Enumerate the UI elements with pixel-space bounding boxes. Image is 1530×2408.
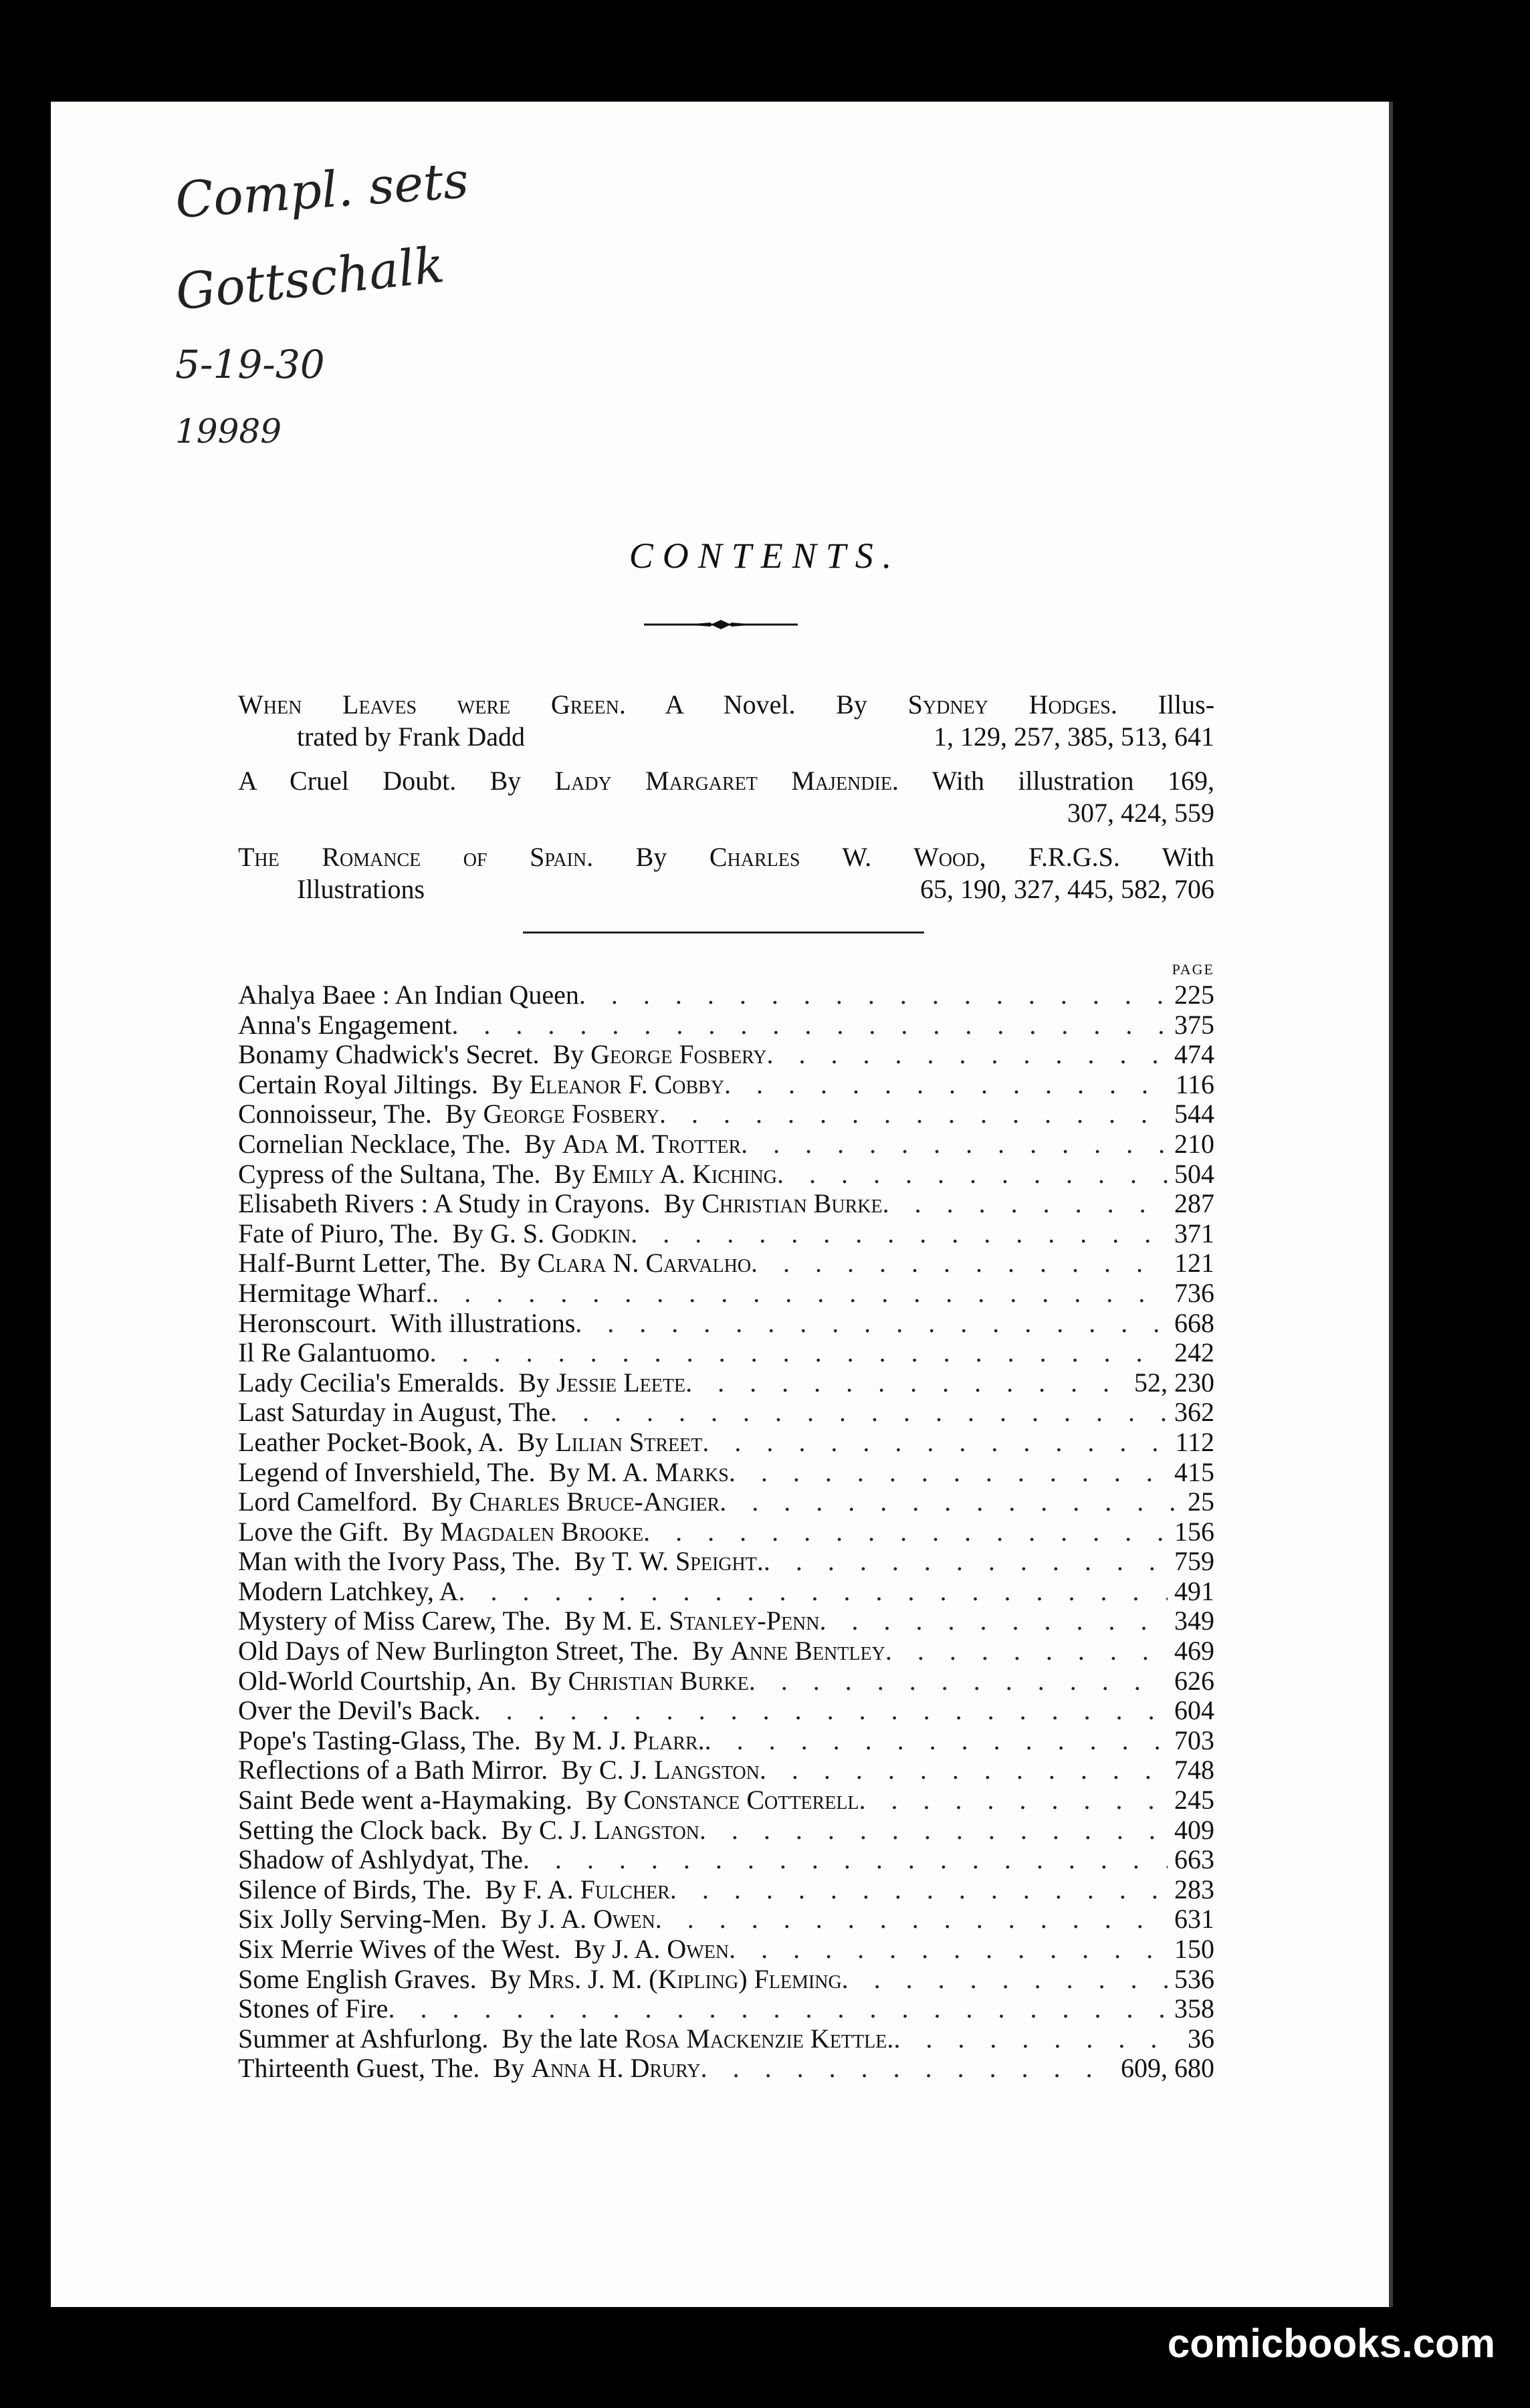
toc-leader-dots (724, 1070, 1168, 1100)
toc-row (238, 1785, 1214, 1816)
toc-row (238, 1666, 1214, 1696)
toc-page: 362 (1174, 1397, 1214, 1428)
handwritten-annotation (175, 147, 469, 475)
toc-row (238, 1904, 1214, 1935)
toc-row (238, 980, 1214, 1010)
toc-author: M. J. Plarr. (572, 1725, 705, 1755)
toc-author: Clara N. Carvalho (537, 1248, 752, 1279)
toc-author: Ada M. Trotter (562, 1128, 742, 1159)
serial-entry (238, 689, 1214, 753)
toc-row (238, 1309, 1214, 1339)
toc-row (238, 1129, 1214, 1160)
toc-page: 36 (1188, 2023, 1214, 2054)
toc-title: Fate of Piuro, The. By (238, 1218, 491, 1248)
toc-page: 409 (1174, 1814, 1214, 1845)
toc-leader-dots (670, 1875, 1168, 1905)
toc-author: George Fosbery (590, 1039, 767, 1070)
toc-title: Cornelian Necklace, The. By (238, 1128, 562, 1159)
toc-page: 703 (1174, 1725, 1214, 1755)
watermark: comicbooks.com (1167, 2321, 1495, 2366)
toc-title: Man with the Ivory Pass, The. By (238, 1546, 613, 1577)
toc-leader-dots (659, 1099, 1168, 1129)
toc-leader-dots (883, 1189, 1168, 1219)
toc-title: Summer at Ashfurlong. By the late (238, 2023, 625, 2054)
toc-title: Setting the Clock back. By (238, 1814, 539, 1845)
toc-page: 626 (1174, 1665, 1214, 1696)
toc-leader-dots (523, 1845, 1168, 1875)
serial-entry (238, 765, 1214, 829)
toc-page: 736 (1174, 1277, 1214, 1308)
toc-leader-dots (720, 1487, 1181, 1517)
toc-title: Modern Latchkey, A (238, 1575, 459, 1606)
toc-leader-dots (760, 1755, 1168, 1785)
toc-leader-dots (751, 1248, 1168, 1279)
annotation-line-1: Compl. sets (173, 151, 471, 230)
toc-row (238, 1547, 1214, 1577)
toc-leader-dots (842, 1965, 1168, 1995)
toc-leader-dots (432, 1279, 1168, 1309)
toc-author: Eleanor F. Cobby (529, 1069, 725, 1099)
toc-page: 415 (1174, 1456, 1214, 1487)
serial-desc: A Novel. By (665, 689, 867, 720)
toc-leader-dots (575, 1309, 1168, 1339)
serial-rest: With illustration 169, (932, 766, 1214, 796)
toc-page: 225 (1174, 980, 1214, 1010)
toc-page: 349 (1174, 1606, 1214, 1636)
toc-leader-dots (655, 1904, 1168, 1935)
toc-row (238, 1935, 1214, 1965)
toc-page: 631 (1174, 1904, 1214, 1935)
serial-title: A Cruel Doubt. (238, 766, 457, 796)
toc-title: Leather Pocket-Book, A. By (238, 1426, 556, 1457)
toc-title: Hermitage Wharf. (238, 1277, 433, 1308)
toc-author: M. A. Marks (586, 1456, 729, 1487)
serial-title: The Romance of Spain. (238, 842, 594, 872)
toc-title: Over the Devil's Back (238, 1695, 474, 1726)
toc-row (238, 1010, 1214, 1041)
toc-row (238, 1248, 1214, 1279)
toc-title: Pope's Tasting-Glass, The. By (238, 1725, 572, 1755)
toc-author: Lilian Street (555, 1426, 703, 1457)
toc-title: Six Merrie Wives of the West. By (238, 1934, 613, 1964)
serial-pages: 1, 129, 257, 385, 513, 641 (934, 722, 1214, 752)
toc-row (238, 1636, 1214, 1666)
toc-row (238, 1338, 1214, 1368)
page-title: CONTENTS. (629, 536, 901, 576)
toc-leader-dots (705, 1726, 1168, 1756)
toc-leader-dots (729, 1458, 1168, 1488)
toc-row (238, 1099, 1214, 1129)
toc-title: Stones of Fire (238, 1993, 389, 2024)
toc-row (238, 1279, 1214, 1309)
annotation-line-2: Gottschalk (173, 236, 447, 322)
toc-leader-dots (474, 1696, 1168, 1726)
toc-row (238, 1577, 1214, 1607)
annotation-line-4: 19989 (175, 412, 282, 451)
serials-section (238, 689, 1214, 917)
toc-title: Connoisseur, The. By (238, 1099, 483, 1129)
toc-author: Anne Bentley (730, 1636, 885, 1666)
toc-row (238, 1428, 1214, 1458)
toc-author: Charles Bruce-Angier (469, 1487, 720, 1517)
serial-entry (238, 841, 1214, 905)
toc-leader-dots (459, 1577, 1168, 1607)
toc-author: Rosa Mackenzie Kettle. (624, 2023, 894, 2054)
toc-row (238, 2054, 1214, 2084)
toc-row (238, 1816, 1214, 1846)
toc-leader-dots (885, 1636, 1168, 1666)
toc-leader-dots (741, 1129, 1168, 1160)
toc-title: Lord Camelford. By (238, 1487, 469, 1517)
toc-leader-dots (749, 1666, 1168, 1696)
toc-author: Mrs. J. M. (Kipling) Fleming (528, 1963, 842, 1994)
toc-page: 245 (1174, 1785, 1214, 1816)
toc-page: 156 (1174, 1516, 1214, 1547)
toc-row (238, 1965, 1214, 1995)
toc-page: 371 (1174, 1218, 1214, 1248)
toc-page: 358 (1174, 1993, 1214, 2024)
toc-author: T. W. Speight. (612, 1546, 764, 1577)
toc-leader-dots (550, 1398, 1168, 1428)
toc-title: Legend of Invershield, The. By (238, 1456, 587, 1487)
toc-page: 536 (1174, 1963, 1214, 1994)
toc-title: Half-Burnt Letter, The. By (238, 1248, 538, 1279)
toc-title: Elisabeth Rivers : A Study in Crayons. By (238, 1188, 702, 1219)
toc-page: 609, 680 (1121, 2053, 1214, 2084)
toc-title: Thirteenth Guest, The. By (238, 2053, 532, 2084)
toc-leader-dots (702, 1428, 1168, 1458)
serial-pages: 307, 424, 559 (1067, 798, 1214, 828)
toc-title: Some English Graves. By (238, 1963, 528, 1994)
toc-leader-dots (699, 1816, 1168, 1846)
toc-page: 544 (1174, 1099, 1214, 1129)
toc-author: Jessie Leete (556, 1367, 686, 1398)
toc-page: 121 (1174, 1248, 1214, 1279)
toc-leader-dots (579, 980, 1168, 1010)
toc-row (238, 1189, 1214, 1219)
toc-author: M. E. Stanley-Penn (602, 1606, 820, 1636)
toc-row (238, 1458, 1214, 1488)
toc-page: 668 (1174, 1307, 1214, 1338)
toc-page: 25 (1188, 1487, 1214, 1517)
toc-author: Christian Burke (568, 1665, 749, 1696)
toc-title: Old-World Courtship, An. By (238, 1665, 568, 1696)
toc-leader-dots (859, 1785, 1168, 1816)
toc-row (238, 1070, 1214, 1100)
toc-author: George Fosbery (483, 1099, 659, 1129)
toc-author: Magdalen Brooke (440, 1516, 644, 1547)
serial-title: When Leaves were Green. (238, 689, 626, 720)
toc-author: J. A. Owen (538, 1904, 655, 1935)
toc-leader-dots (388, 1994, 1168, 2024)
toc-leader-dots (643, 1517, 1168, 1547)
toc-leader-dots (729, 1935, 1168, 1965)
toc-title: Love the Gift. By (238, 1516, 441, 1547)
toc-row (238, 1398, 1214, 1428)
serial-rest: With (1162, 842, 1215, 872)
toc-author: F. A. Fulcher (522, 1874, 670, 1904)
page-column-label: PAGE (1172, 961, 1214, 978)
toc-leader-dots (430, 1338, 1168, 1368)
toc-title: Shadow of Ashlydyat, The (238, 1844, 523, 1875)
contents-list (238, 980, 1214, 2084)
toc-title: Certain Royal Jiltings. By (238, 1069, 530, 1099)
toc-title: Ahalya Baee : An Indian Queen (238, 980, 579, 1010)
toc-leader-dots (893, 2024, 1181, 2054)
toc-author: Anna H. Drury (531, 2053, 701, 2084)
toc-leader-dots (767, 1040, 1168, 1070)
toc-row (238, 1875, 1214, 1905)
toc-row (238, 1040, 1214, 1070)
serial-desc: By (635, 842, 667, 872)
toc-row (238, 1755, 1214, 1785)
serial-author: Sydney Hodges. (907, 689, 1117, 720)
toc-row (238, 1726, 1214, 1756)
ornament-divider (644, 617, 798, 633)
toc-author: Christian Burke (701, 1188, 883, 1219)
toc-row (238, 1517, 1214, 1547)
toc-page: 748 (1174, 1755, 1214, 1785)
toc-title: Silence of Birds, The. By (238, 1874, 523, 1904)
toc-row (238, 1845, 1214, 1875)
toc-title: Six Jolly Serving-Men. By (238, 1904, 538, 1935)
toc-author: G. S. Godkin (490, 1218, 631, 1248)
toc-row (238, 1368, 1214, 1398)
toc-author: C. J. Langston (538, 1814, 699, 1845)
serial-line2: trated by Frank Dadd (297, 722, 526, 752)
serial-rest: Illus- (1158, 689, 1215, 720)
toc-row (238, 2024, 1214, 2054)
toc-page: 375 (1174, 1009, 1214, 1040)
toc-row (238, 1487, 1214, 1517)
serial-line2: Illustrations (297, 874, 425, 904)
toc-title: Lady Cecilia's Emeralds. By (238, 1367, 556, 1398)
toc-row (238, 1219, 1214, 1249)
section-rule (523, 932, 924, 934)
toc-page: 474 (1174, 1039, 1214, 1070)
toc-row (238, 1606, 1214, 1636)
toc-leader-dots (777, 1160, 1168, 1190)
toc-page: 210 (1174, 1128, 1214, 1159)
toc-row (238, 1160, 1214, 1190)
serial-desc: By (489, 766, 522, 796)
toc-page: 242 (1174, 1337, 1214, 1368)
toc-leader-dots (631, 1219, 1168, 1249)
toc-title: Reflections of a Bath Mirror. By (238, 1755, 599, 1785)
toc-title: Bonamy Chadwick's Secret. By (238, 1039, 591, 1070)
toc-title: Saint Bede went a-Haymaking. By (238, 1785, 624, 1816)
toc-row (238, 1696, 1214, 1726)
toc-leader-dots (451, 1010, 1168, 1041)
toc-row (238, 1994, 1214, 2024)
toc-leader-dots (685, 1368, 1127, 1398)
toc-author: Constance Cotterell (623, 1785, 859, 1816)
toc-leader-dots (820, 1606, 1168, 1636)
toc-page: 150 (1174, 1934, 1214, 1964)
toc-page: 287 (1174, 1188, 1214, 1219)
toc-page: 759 (1174, 1546, 1214, 1577)
toc-title: Anna's Engagement (238, 1009, 452, 1040)
toc-title: Last Saturday in August, The (238, 1397, 550, 1428)
toc-title: Il Re Galantuomo (238, 1337, 430, 1368)
toc-page: 112 (1175, 1426, 1214, 1457)
annotation-line-3: 5-19-30 (175, 342, 325, 387)
toc-title: Old Days of New Burlington Street, The. By (238, 1636, 730, 1666)
toc-leader-dots (701, 2054, 1114, 2084)
toc-page: 116 (1175, 1069, 1214, 1099)
toc-page: 52, 230 (1134, 1367, 1214, 1398)
toc-author: C. J. Langston (598, 1755, 760, 1785)
toc-page: 504 (1174, 1158, 1214, 1189)
serial-author: Lady Margaret Majendie. (554, 766, 899, 796)
serial-author: Charles W. Wood, F.R.G.S. (709, 842, 1120, 872)
toc-author: Emily A. Kiching (592, 1158, 777, 1189)
serial-pages: 65, 190, 327, 445, 582, 706 (920, 874, 1214, 904)
toc-author: J. A. Owen (612, 1934, 730, 1964)
toc-page: 469 (1174, 1636, 1214, 1666)
toc-page: 283 (1174, 1874, 1214, 1904)
toc-page: 604 (1174, 1695, 1214, 1726)
toc-title: Cypress of the Sultana, The. By (238, 1158, 592, 1189)
toc-title: Mystery of Miss Carew, The. By (238, 1606, 603, 1636)
toc-leader-dots (764, 1547, 1168, 1577)
toc-page: 663 (1174, 1844, 1214, 1875)
toc-page: 491 (1174, 1575, 1214, 1606)
toc-title: Heronscourt. With illustrations (238, 1307, 576, 1338)
